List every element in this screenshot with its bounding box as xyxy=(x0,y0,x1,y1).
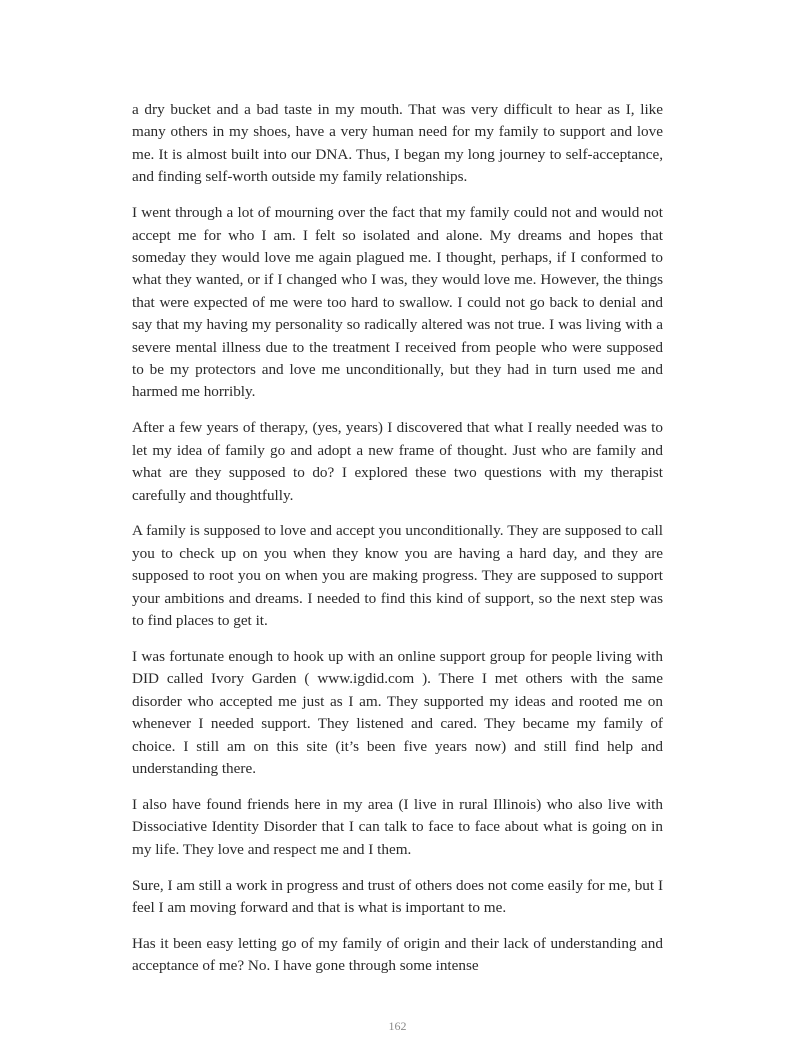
paragraph-6: I also have found friends here in my area (I live in rural Illinois) who also live with Dissociative Identity Disorder that I can talk to face to face about what is going on in my life. They love and respect me and I them. xyxy=(132,795,663,858)
paragraph-7: Sure, I am still a work in progress and trust of others does not come easily for me, but I feel I am moving forward and that is what is important to me. xyxy=(132,876,663,916)
paragraph-4: A family is supposed to love and accept you unconditionally. They are supposed to call you to check up on you when they know you are having a hard day, and they are supposed to root you on when you are making progress. They are supposed to support your ambitions and dreams. I needed to find this kind of support, so the next step was to find places to get it. xyxy=(132,522,663,630)
paragraph-5: I was fortunate enough to hook up with an online support group for people living with DID called Ivory Garden ( www.igdid.com ). There I met others with the same disorder who accepted me just as I am. They supported my ideas and rooted me on whenever I needed support. They listened and cared. They became my family of choice. I still am on this site (it’s been five years now) and still find help and understanding there. xyxy=(132,647,663,777)
body-text xyxy=(132,99,663,991)
paragraph-8: Has it been easy letting go of my family of origin and their lack of understanding and acceptance of me? No. I have gone through some intense xyxy=(132,934,663,975)
paragraph-3: After a few years of therapy, (yes, years) I discovered that what I really needed was to let my idea of family go and adopt a new frame of thought. Just who are family and what are they supposed to do? I explored these two questions with my therapist carefully and thoughtfully. xyxy=(132,419,663,504)
paragraph-2: I went through a lot of mourning over the fact that my family could not and would not accept me for who I am. I felt so isolated and alone. My dreams and hopes that someday they would love me again plagued me. I thought, perhaps, if I conformed to what they wanted, or if I changed who I was, they would love me. However, the things that were expected of me were too hard to swallow. I could not go back to denial and say that my having my personality so radically altered was not true. I was living with a severe mental illness due to the treatment I received from people who were supposed to be my protectors and love me unconditionally, but they had in turn used me and harmed me horribly. xyxy=(132,204,663,401)
paragraph-1: a dry bucket and a bad taste in my mouth. That was very difficult to hear as I, like many others in my shoes, have a very human need for my family to support and love me. It is almost built into our DNA. Thus, I began my long journey to self-acceptance, and finding self-worth outside my family relationships. xyxy=(132,101,663,186)
page-number: 162 xyxy=(388,1019,407,1033)
